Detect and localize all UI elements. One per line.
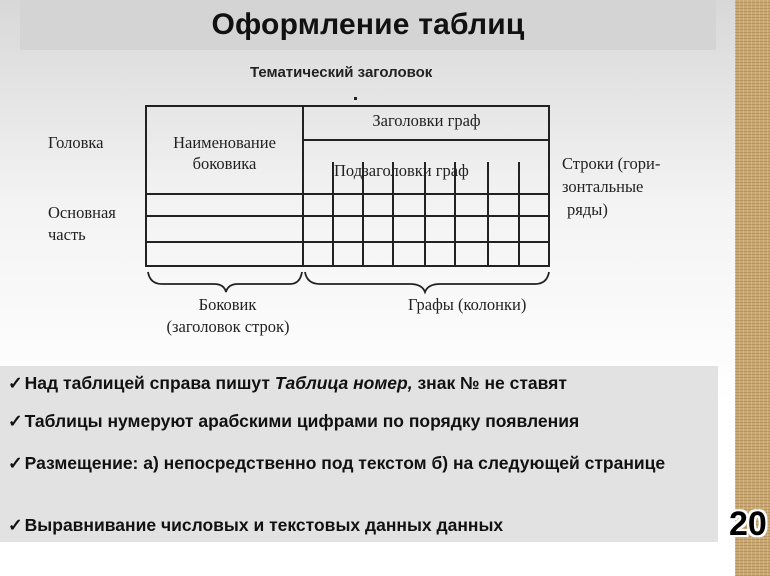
bullet-panel [0, 366, 718, 542]
rows-label-line1: Строки (гори- [562, 154, 661, 173]
dot-mark [354, 97, 357, 100]
main-part-label-line1: Основная [48, 203, 116, 222]
bullet-item: ✓ Размещение: а) непосредственно под текстом б) на следующей странице [8, 453, 666, 473]
golovka-label: Головка [48, 133, 104, 152]
stub-header-line1: Наименование [173, 133, 276, 152]
check-icon: ✓ [8, 453, 23, 473]
decorative-side-stripe [735, 0, 770, 576]
columns-brace [305, 272, 549, 292]
bullet-item: ✓ Над таблицей справа пишут Таблица номер, знак № не ставят [8, 373, 567, 393]
stub-brace [148, 272, 302, 292]
stub-header-line2: боковика [192, 154, 257, 173]
bullet-item: ✓ Таблицы нумеруют арабскими цифрами по порядку появления [8, 411, 580, 431]
title-bar [20, 0, 716, 50]
rows-label-line3: ряды) [567, 200, 608, 219]
thematic-header-label: Тематический заголовок [250, 64, 433, 81]
bullet-item: ✓ Выравнивание числовых и текстовых данных данных [8, 515, 504, 535]
column-headers-label: Заголовки граф [372, 111, 481, 130]
stub-caption-line2: (заголовок строк) [166, 317, 290, 336]
main-part-label-line2: часть [48, 225, 86, 244]
check-icon: ✓ [8, 515, 23, 535]
table-structure-diagram [0, 52, 735, 352]
rows-label-line2: зонтальные [562, 177, 644, 196]
check-icon: ✓ [8, 373, 23, 393]
columns-caption: Графы (колонки) [408, 295, 527, 314]
check-icon: ✓ [8, 411, 23, 431]
column-subheaders-label: Подзаголовки граф [334, 161, 469, 180]
page-number: 20 [729, 505, 767, 543]
slide-title: Оформление таблиц [211, 8, 525, 41]
stub-caption-line1: Боковик [198, 295, 257, 314]
